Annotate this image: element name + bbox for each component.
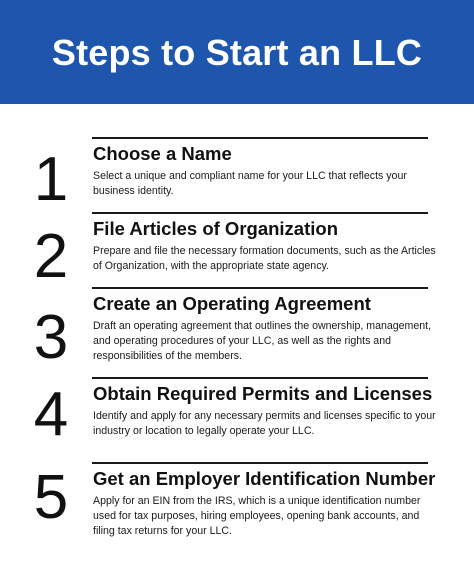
step-number: 4 [33, 380, 69, 449]
step-number: 3 [33, 303, 69, 372]
step-description: Select a unique and compliant name for your LLC that reflects your business identity. [93, 170, 407, 197]
step-divider [92, 462, 428, 464]
step-divider [92, 377, 428, 379]
step-number: 2 [33, 222, 69, 291]
step-number: 1 [33, 145, 69, 214]
step-divider [92, 212, 428, 214]
step-divider [92, 137, 428, 139]
step-title: Create an Operating Agreement [93, 293, 371, 314]
step-description: Apply for an EIN from the IRS, which is a unique identification number used for tax purposes, hiring employees, opening bank accounts, and filing tax returns for your LLC. [93, 495, 421, 537]
step-description: Draft an operating agreement that outlines the ownership, management, and operating procedures of your LLC, as well as the rights and responsibilities of the members. [93, 320, 432, 362]
step-title: Choose a Name [93, 143, 232, 164]
step-number: 5 [33, 463, 69, 532]
step-description: Identify and apply for any necessary permits and licenses specific to your industry or location to legally operate your LLC. [93, 410, 436, 437]
step-title: Obtain Required Permits and Licenses [93, 383, 433, 404]
step-description: Prepare and file the necessary formation documents, such as the Articles of Organization, with the appropriate state agency. [93, 245, 436, 272]
step-divider [92, 287, 428, 289]
step-title: File Articles of Organization [93, 218, 338, 239]
page-title: Steps to Start an LLC [51, 32, 423, 73]
header-banner [0, 0, 474, 104]
step-title: Get an Employer Identification Number [93, 468, 436, 489]
